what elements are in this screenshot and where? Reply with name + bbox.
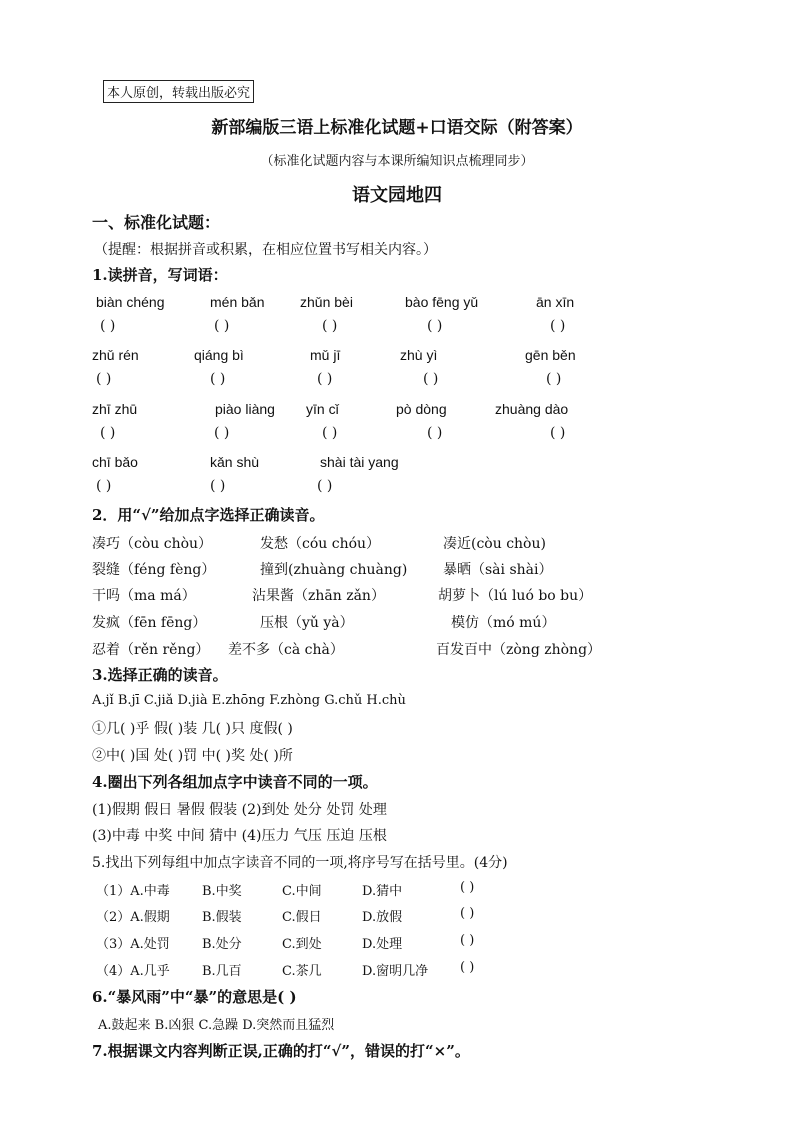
answer-blank[interactable]: ( ) [427, 318, 443, 334]
choice-item: （1）A.中毒 [96, 884, 170, 899]
choice-item: C.假日 [282, 910, 322, 925]
answer-blank[interactable]: ( ) [550, 425, 566, 441]
question-5-title: 5.找出下列每组中加点字读音不同的一项,将序号写在括号里。(4分) [92, 855, 508, 871]
question-2-title: 2．用“√”给加点字选择正确读音。 [92, 506, 325, 524]
choice-item: （4）A.几乎 [96, 964, 170, 979]
pronunciation-item: 发疯（fēn fēng） [92, 615, 207, 631]
answer-blank[interactable]: ( ) [317, 371, 333, 387]
pronunciation-item: 差不多（cà chà） [228, 642, 344, 658]
pronunciation-item: 胡萝卜（lú luó bo bu） [438, 588, 593, 604]
answer-blank[interactable]: ( ) [322, 425, 338, 441]
fill-row: ①几( )乎 假( )装 几( )只 度假( ) [92, 721, 293, 737]
choice-item: B.假装 [202, 910, 242, 925]
pronunciation-item: 忍着（rěn rěng） [92, 642, 210, 658]
pronunciation-item: 压根（yǔ yà） [260, 615, 354, 631]
question-4-title: 4.圈出下列各组加点字中读音不同的一项。 [92, 773, 378, 791]
choice-item: D.放假 [362, 910, 403, 925]
choice-item: （3）A.处罚 [96, 937, 170, 952]
document-title: 新部编版三语上标准化试题+口语交际（附答案） [211, 118, 583, 138]
question-3-title: 3.选择正确的读音。 [92, 666, 228, 684]
question-7-title: 7.根据课文内容判断正误,正确的打“√”，错误的打“×”。 [92, 1042, 470, 1060]
part-heading: 一、标准化试题： [92, 213, 221, 232]
pinyin-item: piào liàng [215, 401, 275, 417]
option-list: A.jǐ B.jī C.jiǎ D.jià E.zhōng F.zhòng G.chǔ H.chù [92, 693, 406, 708]
pinyin-item: shài tài yang [320, 454, 399, 470]
answer-blank[interactable]: ( ) [460, 906, 475, 921]
answer-blank[interactable]: ( ) [460, 880, 475, 895]
choice-item: D.处理 [362, 937, 403, 952]
pronunciation-item: 发愁（cóu chóu） [260, 536, 381, 552]
pinyin-item: mǔ jī [310, 347, 341, 363]
pronunciation-item: 沾果酱（zhān zǎn） [252, 588, 385, 604]
pinyin-item: zhuàng dào [495, 401, 569, 417]
pronunciation-item: 凑近(còu chòu) [443, 536, 546, 552]
pronunciation-item: 百发百中（zòng zhòng） [436, 642, 602, 658]
pronunciation-item: 暴晒（sài shài） [443, 562, 553, 578]
choice-item: B.处分 [202, 937, 242, 952]
hint-text: （提醒：根据拼音或积累，在相应位置书写相关内容。） [94, 242, 437, 258]
section-heading: 语文园地四 [352, 185, 442, 206]
answer-blank[interactable]: ( ) [322, 318, 338, 334]
answer-blank[interactable]: ( ) [210, 478, 226, 494]
choice-item: （2）A.假期 [96, 910, 170, 925]
pinyin-item: chī bǎo [92, 454, 138, 470]
question-6-title: 6.“暴风雨”中“暴”的意思是( ) [92, 988, 297, 1006]
pronunciation-item: 裂缝（féng fèng） [92, 562, 216, 578]
choice-item: C.中间 [282, 884, 322, 899]
answer-blank[interactable]: ( ) [460, 933, 475, 948]
pinyin-item: pò dòng [396, 401, 447, 417]
pinyin-item: kǎn shù [210, 454, 260, 470]
pronunciation-item: 模仿（mó mú） [451, 615, 556, 631]
answer-blank[interactable]: ( ) [214, 425, 230, 441]
pinyin-item: ān xīn [536, 294, 575, 310]
pinyin-item: yīn cǐ [306, 401, 339, 417]
answer-blank[interactable]: ( ) [423, 371, 439, 387]
choice-item: D.窗明几净 [362, 964, 429, 979]
pinyin-item: gēn běn [525, 347, 576, 363]
word-group-row: (3)中毒 中奖 中间 猜中 (4)压力 气压 压迫 压根 [92, 828, 387, 844]
question-1-title: 1.读拼音，写词语： [92, 266, 228, 284]
pronunciation-item: 干吗（ma má） [92, 588, 196, 604]
answer-blank[interactable]: ( ) [100, 318, 116, 334]
fill-row: ②中( )国 处( )罚 中( )奖 处( )所 [92, 748, 293, 764]
pinyin-item: mén bǎn [210, 294, 265, 310]
word-group-row: (1)假期 假日 暑假 假装 (2)到处 处分 处罚 处理 [92, 802, 387, 818]
choice-item: C.茶几 [282, 964, 322, 979]
answer-blank[interactable]: ( ) [214, 318, 230, 334]
pronunciation-item: 撞到(zhuàng chuàng) [260, 562, 408, 578]
answer-blank[interactable]: ( ) [96, 478, 112, 494]
answer-blank[interactable]: ( ) [210, 371, 226, 387]
answer-blank[interactable]: ( ) [546, 371, 562, 387]
choice-item: B.几百 [202, 964, 242, 979]
answer-blank[interactable]: ( ) [317, 478, 333, 494]
pronunciation-item: 凑巧（còu chòu） [92, 536, 213, 552]
answer-blank[interactable]: ( ) [427, 425, 443, 441]
pinyin-item: zhù yì [400, 347, 438, 363]
choice-item: C.到处 [282, 937, 322, 952]
pinyin-item: zhǔn bèi [300, 294, 353, 310]
answer-blank[interactable]: ( ) [100, 425, 116, 441]
answer-blank[interactable]: ( ) [96, 371, 112, 387]
choice-item: D.猜中 [362, 884, 403, 899]
pinyin-item: zhī zhū [92, 401, 138, 417]
pinyin-item: biàn chéng [96, 294, 165, 310]
pinyin-item: qiáng bì [194, 347, 244, 363]
copyright-stamp: 本人原创，转载出版必究 [103, 80, 254, 103]
answer-blank[interactable]: ( ) [550, 318, 566, 334]
pinyin-item: zhǔ rén [92, 347, 139, 363]
document-subtitle: （标准化试题内容与本课所编知识点梳理同步） [260, 154, 534, 169]
pinyin-item: bào fēng yǔ [405, 294, 479, 310]
choice-item: B.中奖 [202, 884, 242, 899]
answer-blank[interactable]: ( ) [460, 960, 475, 975]
option-list: A.鼓起来 B.凶狠 C.急躁 D.突然而且猛烈 [98, 1018, 335, 1033]
